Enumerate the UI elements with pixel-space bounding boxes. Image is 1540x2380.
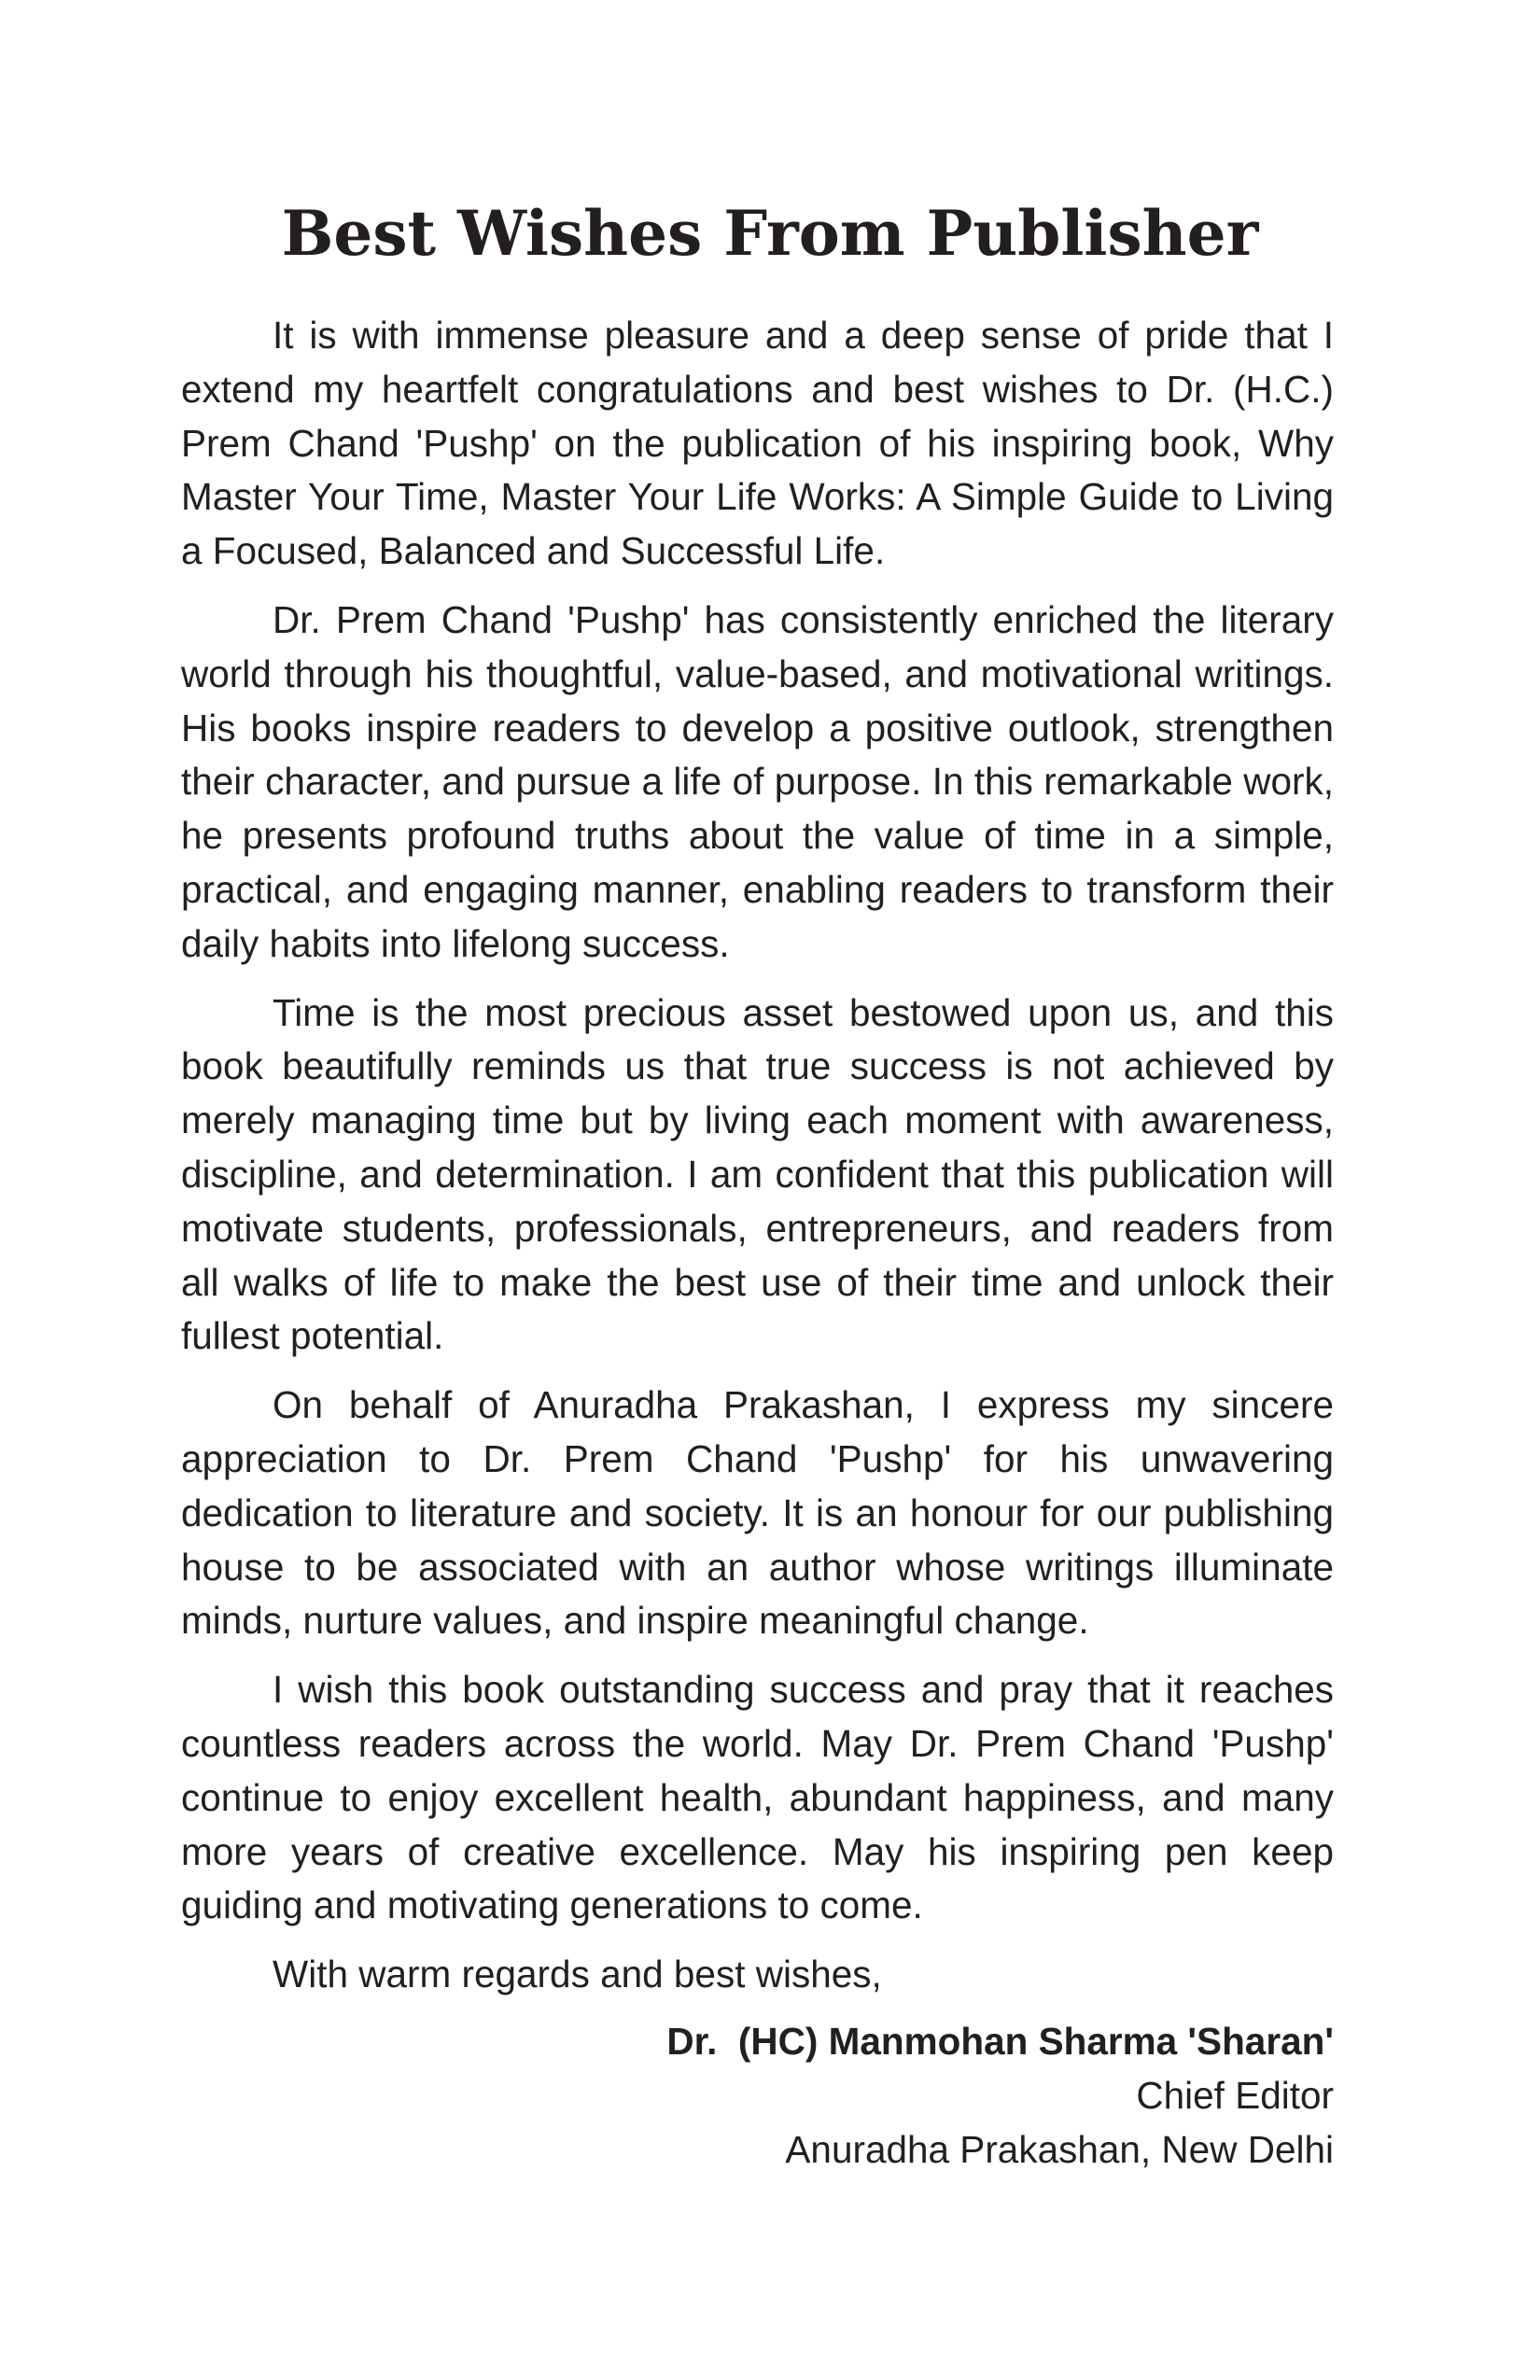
signatory-role: Chief Editor (1136, 2073, 1334, 2117)
page-title: Best Wishes From Publisher (281, 197, 1259, 270)
signatory-name: Dr. (HC) Manmohan Sharma 'Sharan' (666, 2019, 1334, 2063)
letter-body (181, 309, 1334, 2177)
paragraph-4: On behalf of Anuradha Prakashan, I express my sincere appreciation to Dr. Prem Chand 'Pushp' for his unwavering dedication to literature and society. It is an honour for our publishing house to be associated with an author whose writings illuminate minds, nurture values, and inspire meaningful change. (181, 1383, 1334, 1643)
signatory-organization: Anuradha Prakashan, New Delhi (785, 2127, 1334, 2171)
paragraph-2: Dr. Prem Chand 'Pushp' has consistently enriched the literary world through his thoughtful, value-based, and motivational writings. His books inspire readers to develop a positive outlook, strengthen their character, and pursue a life of purpose. In this remarkable work, he presents profound truths about the value of time in a simple, practical, and engaging manner, enabling readers to transform their daily habits into lifelong success. (181, 597, 1334, 965)
closing-line: With warm regards and best wishes, (273, 1953, 882, 1996)
paragraph-1: It is with immense pleasure and a deep sense of pride that I extend my heartfelt congratulations and best wishes to Dr. (H.C.) Prem Chand 'Pushp' on the publication of his inspiring book, Why Master Your Time, Master Your Life Works: A Simple Guide to Living a Focused, Balanced and Successful Life. (181, 314, 1334, 573)
paragraph-5: I wish this book outstanding success and pray that it reaches countless readers across the world. May Dr. Prem Chand 'Pushp' continue to enjoy excellent health, abundant happiness, and many more years of creative excellence. May his inspiring pen keep guiding and motivating generations to come. (181, 1668, 1334, 1927)
signature-block (181, 2015, 1334, 2177)
paragraph-3: Time is the most precious asset bestowed upon us, and this book beautifully reminds us that true success is not achieved by merely managing time but by living each moment with awareness, discipline, and determination. I am confident that this publication will motivate students, professionals, entrepreneurs, and readers from all walks of life to make the best use of their time and unlock their fullest potential. (181, 990, 1334, 1358)
